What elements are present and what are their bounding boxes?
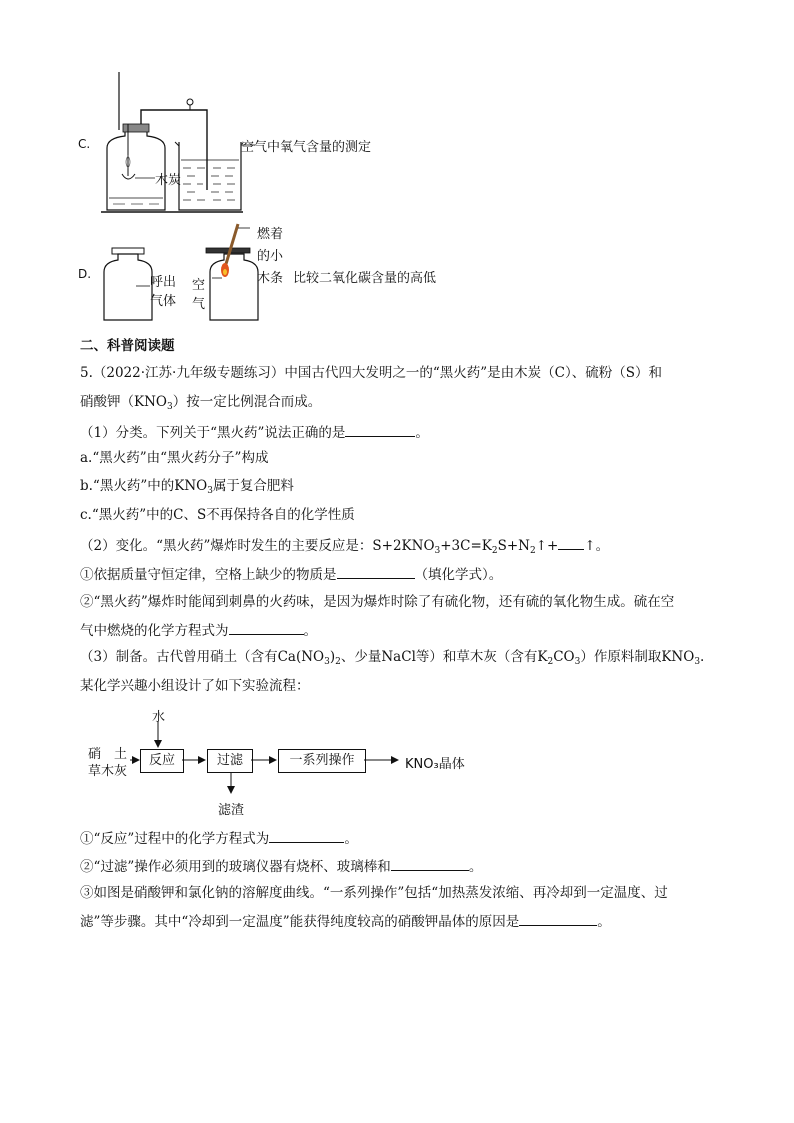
q5-part1: （1）分类。下列关于“黑火药”说法正确的是 。 (80, 422, 429, 442)
option-d-caption: 比较二氧化碳含量的高低 (293, 271, 437, 286)
label-charcoal: 木炭 (155, 173, 182, 188)
answer-blank[interactable] (391, 856, 469, 871)
label-stick-3: 木条 (257, 271, 284, 286)
label-stick-1: 燃着 (257, 227, 284, 242)
q5-part3: （3）制备。古代曾用硝土（含有$Ca(NO_3)_2$、少量NaCl等）和草木灰（含有$K_2CO_3$）作原料制取$KNO_3$. (80, 649, 705, 667)
apparatus-d-diagram (100, 220, 260, 324)
flow-step-series: 一系列操作 (278, 749, 366, 773)
apparatus-c-diagram (95, 70, 255, 218)
label-stick-2: 的小 (257, 249, 284, 264)
flow-residue: 滤渣 (218, 803, 245, 818)
q5-option-b: b.“黑火药”中的$KNO_3$属于复合肥料 (80, 478, 294, 496)
label-exhaled-1: 呼出 (150, 275, 177, 290)
answer-blank[interactable] (519, 911, 597, 926)
flow-product: KNO₃晶体 (405, 757, 465, 772)
answer-blank[interactable] (558, 535, 584, 550)
q5-option-c: c.“黑火药”中的C、S不再保持各自的化学性质 (80, 507, 355, 523)
q5-part2-i: ①依据质量守恒定律，空格上缺少的物质是 （填化学式）。 (80, 564, 502, 584)
q5-stem-line-2: 硝酸钾$(KNO_3)$按一定比例混合而成。 (80, 394, 322, 412)
flow-input-water: 水 (152, 710, 166, 725)
q5-part2-ii-line-1: ②“黑火药”爆炸时能闻到刺鼻的火药味，是因为爆炸时除了有硫化物，还有硫的氧化物生成。硫在空 (80, 594, 675, 610)
answer-blank[interactable] (229, 620, 304, 635)
q5-part3-ii: ②“过滤”操作必须用到的玻璃仪器有烧杯、玻璃棒和 。 (80, 856, 482, 876)
q5-part2: （2）变化。“黑火药”爆炸时发生的主要反应是：$S+2KNO_3+3C=K_2S+N_2↑+$ ↑。 (80, 535, 609, 555)
answer-blank[interactable] (269, 828, 344, 843)
option-c-caption: 空气中氧气含量的测定 (241, 140, 372, 155)
label-air-1: 空 (192, 278, 206, 293)
q5-part3-iii-line-1: ③如图是硝酸钾和氯化钠的溶解度曲线。“一系列操作”包括“加热蒸发浓缩、再冷却到一定温度、过 (80, 885, 668, 901)
answer-blank[interactable] (337, 564, 415, 579)
option-d-letter: D. (78, 267, 92, 281)
label-air-2: 气 (192, 297, 206, 312)
q5-part2-ii-line-2: 气中燃烧的化学方程式为 。 (80, 620, 317, 640)
q5-part3-i: ①“反应”过程中的化学方程式为 。 (80, 828, 358, 848)
q5-option-a: a.“黑火药”由“黑火药分子”构成 (80, 450, 269, 466)
section-title: 二、科普阅读题 (80, 338, 175, 354)
flow-step-react: 反应 (140, 749, 184, 773)
answer-blank[interactable] (345, 422, 415, 437)
q5-part3-iii-line-2: 滤”等步骤。其中“冷却到一定温度”能获得纯度较高的硝酸钾晶体的原因是 。 (80, 911, 611, 931)
q5-stem-line-1: 5.（2022·江苏·九年级专题练习）中国古代四大发明之一的“黑火药”是由木炭（C）、硫粉（S）和 (80, 365, 662, 381)
flow-step-filter: 过滤 (207, 749, 253, 773)
q5-part3-line-2: 某化学兴趣小组设计了如下实验流程： (80, 678, 310, 694)
option-c-letter: C. (78, 137, 91, 151)
flow-input-saltpeter-soil: 硝 土 (88, 747, 128, 762)
label-exhaled-2: 气体 (150, 294, 177, 309)
flow-input-plant-ash: 草木灰 (88, 764, 128, 779)
